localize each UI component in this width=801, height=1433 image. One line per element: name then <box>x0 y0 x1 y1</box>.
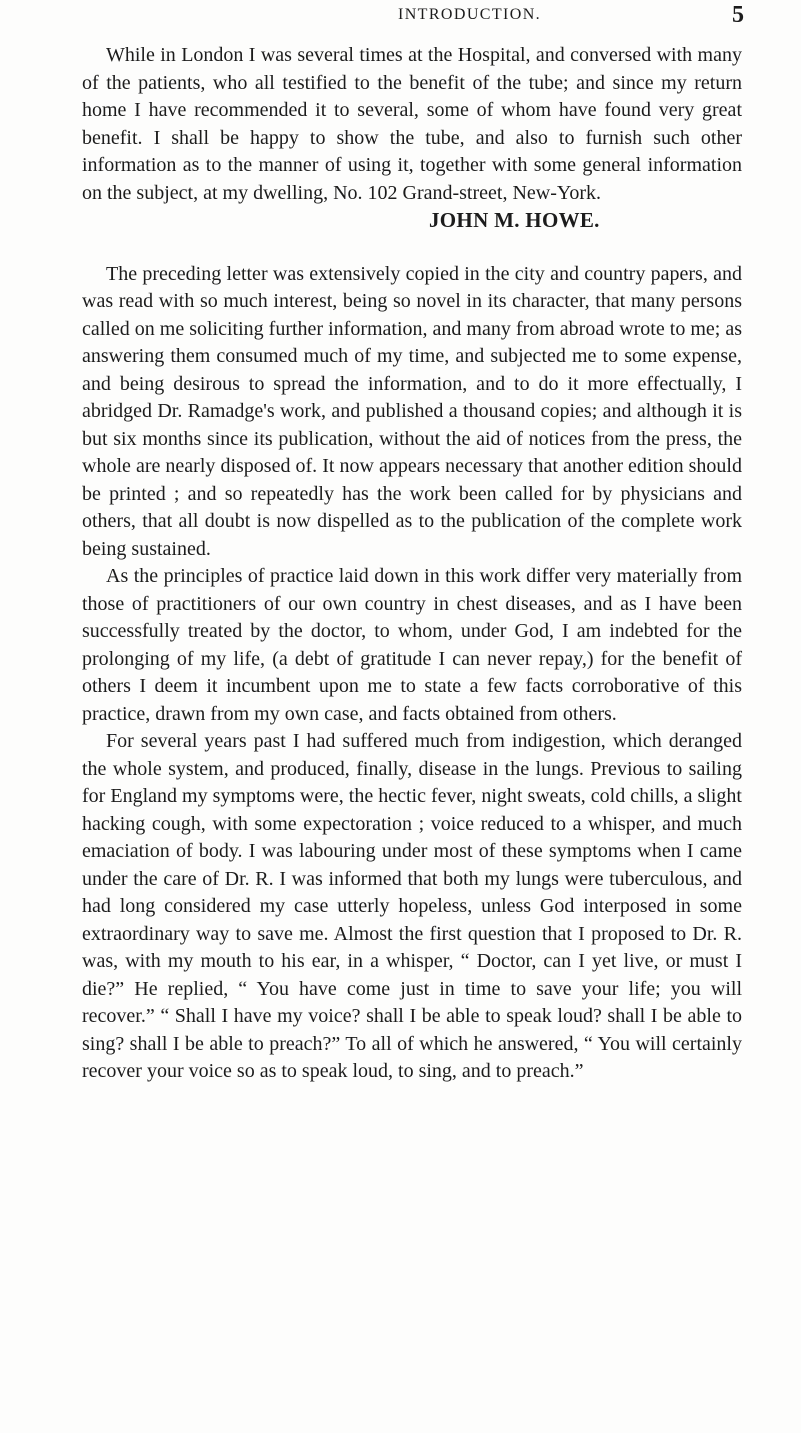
paragraph-principles-of-practice: As the principles of practice laid down in this work differ very materially from those of practitioners of our own country in chest diseases, and as I have been successfully treated by the doctor, to whom, under God, I am indebted for the prolonging of my life, (a debt of gratitude I can never repay,) for the benefit of others I deem it incumbent upon me to state a few facts corroborative of this practice, drawn from my own case, and facts obtained from others. <box>82 565 742 725</box>
paragraph-preceding-letter: The preceding letter was extensively copied in the city and country papers, and was read with so much interest, being so novel in its character, that many persons called on me soliciting further information, and many from abroad wrote to me; as answering them consumed much of my time, and subjected me to some expense, and being desirous to spread the information, and to do it more effectually, I abridged Dr. Ramadge's work, and published a thousand copies; and although it is but six months since its publication, without the aid of notices from the press, the whole are nearly disposed of. It now appears necessary that another edition should be printed ; and so repeatedly has the work been called for by physicians and others, that all doubt is now dispelled as to the publication of the complete work being sustained. <box>82 262 742 560</box>
page-number: 5 <box>732 2 744 28</box>
letter-paragraph: While in London I was several times at the Hospital, and conversed with many of the patients, who all testified to the benefit of the tube; and since my return home I have recommended it to several, some of whom have found very great benefit. I shall be happy to show the tube, and also to furnish such other information as to the manner of using it, together with some general information on the subject, at my dwelling, No. 102 Grand-street, New-York. <box>82 44 742 204</box>
section-gap <box>82 235 742 261</box>
paragraph-personal-case: For several years past I had suffered much from indigestion, which deranged the whole system, and produced, finally, disease in the lungs. Previous to sailing for England my symptoms were, the hectic fever, night sweats, cold chills, a slight hacking cough, with some expectoration ; voice reduced to a whisper, and much emaciation of body. I was labouring under most of these symptoms when I came under the care of Dr. R. I was informed that both my lungs were tuberculous, and had long considered my case utterly hopeless, unless God interposed in some extraordinary way to save me. Almost the first question that I proposed to Dr. R. was, with my mouth to his ear, in a whisper, “ Doctor, can I yet live, or must I die?” He replied, “ You have come just in time to save your life; you will recover.” “ Shall I have my voice? shall I be able to speak loud? shall I be able to sing? shall I be able to preach?” To all of which he answered, “ You will certainly recover your voice so as to speak loud, to sing, and to preach.” <box>82 730 742 1082</box>
running-head <box>0 4 801 30</box>
body-text <box>82 42 742 1086</box>
running-title: INTRODUCTION. <box>398 6 542 23</box>
letter-signature: JOHN M. HOWE. <box>429 208 600 232</box>
